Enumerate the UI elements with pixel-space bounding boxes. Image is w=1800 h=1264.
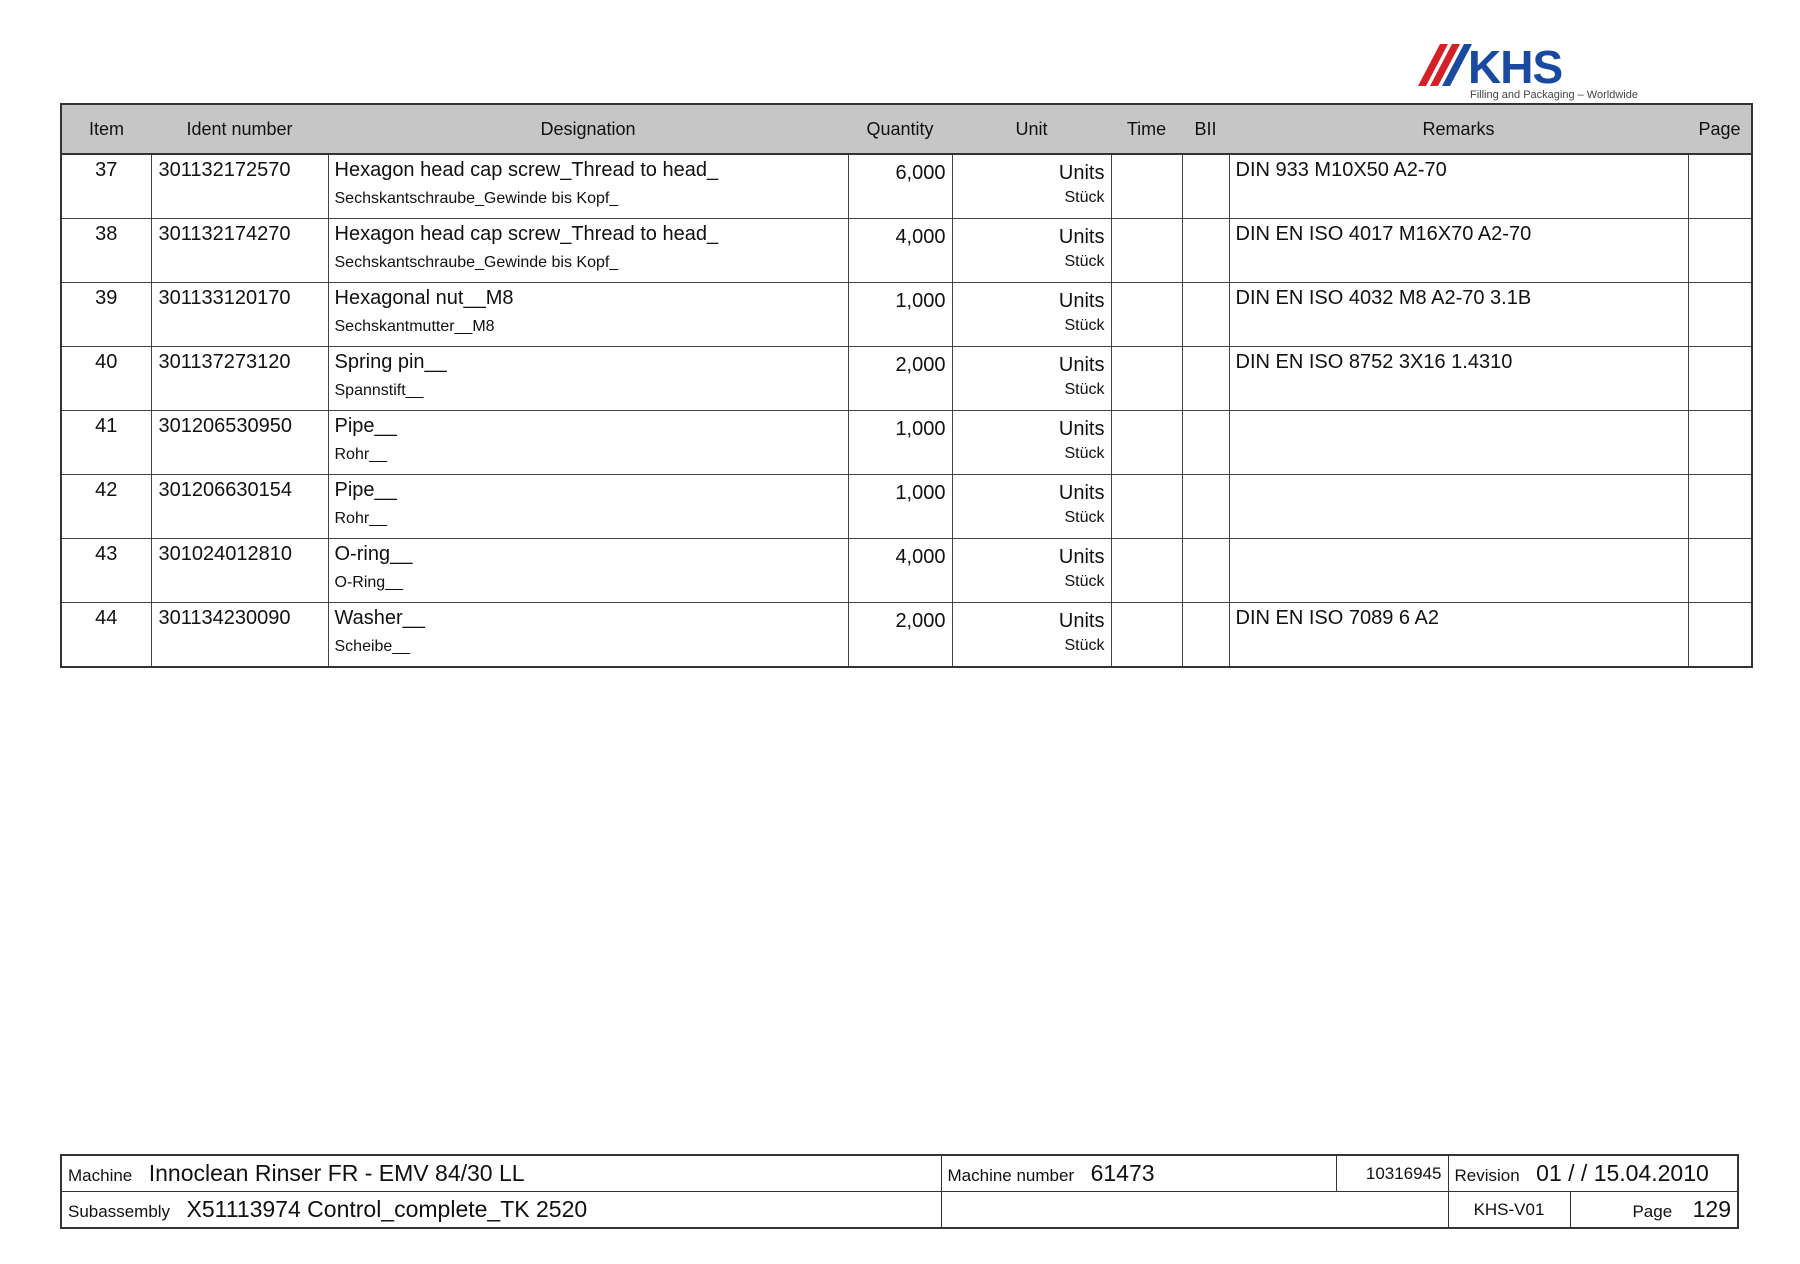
cell-unit	[952, 539, 1111, 603]
unit-en: Units	[1058, 354, 1105, 376]
cell-quantity: 2,000	[848, 603, 952, 668]
cell-remarks: DIN EN ISO 4017 M16X70 A2-70	[1229, 219, 1688, 283]
cell-time	[1111, 347, 1182, 411]
designation-en: Spring pin__	[334, 351, 447, 373]
cell-ident-number: 301132172570	[151, 154, 328, 219]
cell-ident-number: 301206530950	[151, 411, 328, 475]
unit-de: Stück	[1064, 189, 1105, 206]
cell-time	[1111, 539, 1182, 603]
unit-en: Units	[1058, 418, 1105, 440]
cell-bii	[1182, 475, 1229, 539]
cell-bii	[1182, 603, 1229, 668]
designation-en: Washer__	[334, 607, 425, 629]
header-quantity: Quantity	[848, 104, 952, 154]
revision-cell	[1448, 1155, 1738, 1192]
unit-en: Units	[1058, 482, 1105, 504]
designation-en: Hexagonal nut__M8	[334, 287, 514, 309]
cell-item: 40	[61, 347, 151, 411]
designation-de: Sechskantschraube_Gewinde bis Kopf_	[334, 190, 619, 207]
logo-brand: KHS	[1468, 41, 1563, 93]
cell-item: 42	[61, 475, 151, 539]
cell-quantity: 4,000	[848, 219, 952, 283]
unit-de: Stück	[1064, 509, 1105, 526]
unit-de: Stück	[1064, 637, 1105, 654]
cell-ident-number: 301133120170	[151, 283, 328, 347]
subassembly-value: X51113974 Control_complete_TK 2520	[186, 1196, 588, 1222]
cell-time	[1111, 603, 1182, 668]
title-block-row-machine	[61, 1155, 1738, 1192]
cell-unit	[952, 154, 1111, 219]
cell-remarks	[1229, 475, 1688, 539]
machine-cell	[61, 1155, 941, 1192]
machine-value: Innoclean Rinser FR - EMV 84/30 LL	[148, 1160, 525, 1186]
cell-remarks: DIN EN ISO 4032 M8 A2-70 3.1B	[1229, 283, 1688, 347]
designation-de: Scheibe__	[334, 638, 411, 655]
cell-remarks: DIN EN ISO 8752 3X16 1.4310	[1229, 347, 1688, 411]
cell-bii	[1182, 154, 1229, 219]
cell-designation	[328, 411, 848, 475]
cell-designation	[328, 603, 848, 668]
cell-designation	[328, 283, 848, 347]
cell-unit	[952, 603, 1111, 668]
cell-unit	[952, 411, 1111, 475]
machine-number-cell	[941, 1155, 1336, 1192]
cell-quantity: 6,000	[848, 154, 952, 219]
cell-item: 44	[61, 603, 151, 668]
header-unit: Unit	[952, 104, 1111, 154]
header-designation: Designation	[328, 104, 848, 154]
cell-item: 39	[61, 283, 151, 347]
cell-remarks: DIN EN ISO 7089 6 A2	[1229, 603, 1688, 668]
unit-en: Units	[1058, 226, 1105, 248]
cell-quantity: 4,000	[848, 539, 952, 603]
cell-designation	[328, 539, 848, 603]
header-page: Page	[1688, 104, 1752, 154]
cell-unit	[952, 219, 1111, 283]
cell-time	[1111, 411, 1182, 475]
khs-logo	[1418, 41, 1638, 104]
cell-designation	[328, 219, 848, 283]
unit-en: Units	[1058, 610, 1105, 632]
revision-value: 01 / / 15.04.2010	[1536, 1160, 1709, 1186]
designation-de: Rohr__	[334, 510, 387, 527]
designation-de: Rohr__	[334, 446, 387, 463]
header-ident-number: Ident number	[151, 104, 328, 154]
cell-unit	[952, 347, 1111, 411]
empty-cell	[941, 1192, 1448, 1229]
unit-en: Units	[1058, 546, 1105, 568]
designation-en: Hexagon head cap screw_Thread to head_	[334, 159, 719, 181]
table-row	[61, 475, 1752, 539]
page-label: Page	[1632, 1202, 1673, 1221]
cell-bii	[1182, 347, 1229, 411]
cell-item: 38	[61, 219, 151, 283]
unit-de: Stück	[1064, 445, 1105, 462]
cell-bii	[1182, 539, 1229, 603]
document-number: 10316945	[1365, 1163, 1442, 1183]
cell-unit	[952, 283, 1111, 347]
cell-page	[1688, 347, 1752, 411]
table-row	[61, 219, 1752, 283]
header-time: Time	[1111, 104, 1182, 154]
cell-bii	[1182, 219, 1229, 283]
cell-bii	[1182, 411, 1229, 475]
designation-en: Pipe__	[334, 479, 397, 501]
table-row	[61, 154, 1752, 219]
designation-de: Spannstift__	[334, 382, 424, 399]
cell-page	[1688, 475, 1752, 539]
unit-de: Stück	[1064, 317, 1105, 334]
machine-label: Machine	[68, 1166, 133, 1185]
cell-remarks: DIN 933 M10X50 A2-70	[1229, 154, 1688, 219]
unit-de: Stück	[1064, 573, 1105, 590]
designation-de: O-Ring__	[334, 574, 403, 591]
cell-page	[1688, 219, 1752, 283]
unit-en: Units	[1058, 162, 1105, 184]
cell-time	[1111, 475, 1182, 539]
khs-code-cell	[1448, 1192, 1570, 1229]
header-remarks: Remarks	[1229, 104, 1688, 154]
cell-page	[1688, 539, 1752, 603]
revision-label: Revision	[1454, 1166, 1520, 1185]
cell-designation	[328, 154, 848, 219]
cell-time	[1111, 219, 1182, 283]
page-number: 129	[1692, 1196, 1731, 1222]
machine-number-value: 61473	[1090, 1160, 1155, 1186]
subassembly-cell	[61, 1192, 941, 1229]
unit-de: Stück	[1064, 253, 1105, 270]
cell-quantity: 1,000	[848, 411, 952, 475]
table-row	[61, 411, 1752, 475]
cell-ident-number: 301134230090	[151, 603, 328, 668]
header-bii: BII	[1182, 104, 1229, 154]
cell-remarks	[1229, 411, 1688, 475]
cell-ident-number: 301137273120	[151, 347, 328, 411]
cell-page	[1688, 603, 1752, 668]
cell-page	[1688, 283, 1752, 347]
cell-item: 41	[61, 411, 151, 475]
machine-number-label: Machine number	[947, 1166, 1075, 1185]
table-header-row	[61, 104, 1752, 154]
table-row	[61, 539, 1752, 603]
cell-ident-number: 301206630154	[151, 475, 328, 539]
cell-page	[1688, 411, 1752, 475]
designation-en: Pipe__	[334, 415, 397, 437]
designation-de: Sechskantschraube_Gewinde bis Kopf_	[334, 254, 619, 271]
header-item: Item	[61, 104, 151, 154]
cell-ident-number: 301132174270	[151, 219, 328, 283]
table-row	[61, 283, 1752, 347]
cell-quantity: 1,000	[848, 283, 952, 347]
page-cell	[1570, 1192, 1738, 1229]
cell-item: 37	[61, 154, 151, 219]
cell-page	[1688, 154, 1752, 219]
logo-tagline: Filling and Packaging – Worldwide	[1470, 89, 1638, 101]
cell-time	[1111, 154, 1182, 219]
khs-code: KHS-V01	[1473, 1199, 1545, 1219]
unit-de: Stück	[1064, 381, 1105, 398]
title-block-row-subassembly	[61, 1192, 1738, 1229]
designation-en: Hexagon head cap screw_Thread to head_	[334, 223, 719, 245]
cell-time	[1111, 283, 1182, 347]
cell-remarks	[1229, 539, 1688, 603]
designation-de: Sechskantmutter__M8	[334, 318, 495, 335]
khs-logo-mark-icon	[1418, 42, 1474, 90]
cell-unit	[952, 475, 1111, 539]
table-row	[61, 347, 1752, 411]
cell-bii	[1182, 283, 1229, 347]
cell-designation	[328, 347, 848, 411]
cell-ident-number: 301024012810	[151, 539, 328, 603]
title-block	[60, 1154, 1739, 1229]
cell-item: 43	[61, 539, 151, 603]
table-row	[61, 603, 1752, 668]
unit-en: Units	[1058, 290, 1105, 312]
cell-designation	[328, 475, 848, 539]
parts-list-table	[60, 103, 1753, 668]
designation-en: O-ring__	[334, 543, 413, 565]
subassembly-label: Subassembly	[68, 1202, 171, 1221]
document-number-cell	[1336, 1155, 1448, 1192]
cell-quantity: 2,000	[848, 347, 952, 411]
cell-quantity: 1,000	[848, 475, 952, 539]
